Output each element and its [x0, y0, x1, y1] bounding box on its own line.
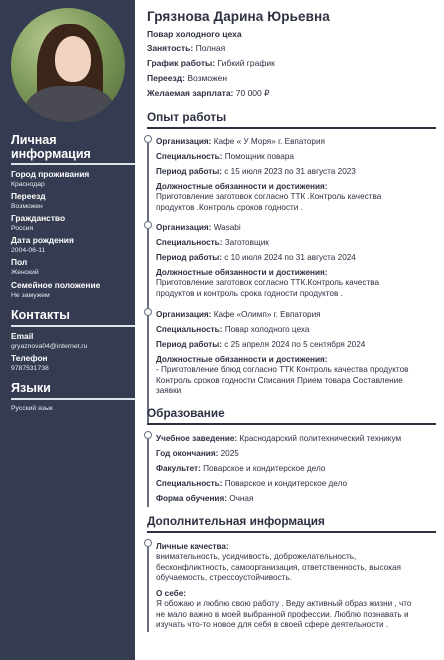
language-value: Русский язык [11, 405, 53, 412]
job-org-row: Организация: Wasabi [156, 223, 241, 232]
candidate-name: Грязнова Дарина Юрьевна [147, 9, 330, 24]
timeline-dot [144, 539, 152, 547]
timeline-dot [144, 221, 152, 229]
timeline-dot [144, 135, 152, 143]
profile-photo [11, 8, 125, 122]
languages-title: Языки [11, 381, 51, 395]
job-spec: Заготовщик [224, 238, 269, 247]
experience-title: Опыт работы [147, 110, 227, 124]
job-period: с 10 июля 2024 по 31 августа 2024 [224, 253, 356, 262]
job-duties: Должностные обязанности и достижения: Приготовление заготовок согласно ТТК .Контроль качества продуктов .Контроль сроков годности . [156, 182, 432, 213]
schedule-label: График работы: [147, 58, 216, 68]
divider [11, 325, 135, 327]
about-label: О себе: [156, 589, 186, 598]
email-label: Email [11, 331, 34, 341]
employment-label: Занятость: [147, 43, 194, 53]
about-me: О себе: Я обожаю и люблю свою работу . Веду активный образ жизни , что не мало важно в моей выбранной профессии. Люблю познавать и изучать что-то новое для себя в своей сфере деятельности . [156, 589, 432, 631]
additional-timeline [147, 540, 149, 632]
job-spec: Повар холодного цеха [224, 325, 310, 334]
edu-form: Очная [229, 494, 254, 503]
timeline-dot [144, 308, 152, 316]
job-spec: Помощник повара [224, 152, 294, 161]
employment-row [147, 43, 225, 53]
job-spec-row: Специальность: Помощник повара [156, 152, 294, 161]
job-spec-row: Специальность: Заготовщик [156, 238, 269, 247]
job-org: Кафе « У Моря» г. Евпатория [213, 137, 325, 146]
edu-year: 2025 [220, 449, 239, 458]
salary-value: 70 000 ₽ [235, 88, 270, 98]
schedule-row [147, 58, 275, 68]
family-value: Не замужем [11, 292, 50, 299]
birth-label: Дата рождения [11, 235, 74, 245]
city-label: Город проживания [11, 169, 90, 179]
job-org-row: Организация: Кафе «Олимп» г. Евпатория [156, 310, 321, 319]
job-spec-row: Специальность: Повар холодного цеха [156, 325, 310, 334]
sex-value: Женский [11, 269, 39, 276]
job-period: с 15 июля 2023 по 31 августа 2023 [224, 167, 356, 176]
edu-spec: Поварское и кондитерское дело [224, 479, 348, 488]
sex-label: Пол [11, 257, 28, 267]
experience-timeline [147, 136, 149, 424]
salary-label: Желаемая зарплата: [147, 88, 234, 98]
relocation-value: Возможен [187, 73, 228, 83]
edu-form-row: Форма обучения: Очная [156, 494, 254, 503]
move-label: Переезд [11, 191, 46, 201]
job-duties: Должностные обязанности и достижения: Приготовление заготовок согласно ТТК.Контроль качества продуктов и контроль срока годности продуктов . [156, 268, 432, 299]
job-period-row: Период работы: с 25 апреля 2024 по 5 сентября 2024 [156, 340, 366, 349]
job-period: с 25 апреля 2024 по 5 сентября 2024 [224, 340, 366, 349]
job-org: Wasabi [213, 223, 241, 232]
contacts-title: Контакты [11, 308, 70, 322]
section-divider [147, 423, 436, 425]
schedule-value: Гибкий график [217, 58, 275, 68]
city-value: Краснодар [11, 181, 45, 188]
divider [11, 398, 135, 400]
personal-info-title-2: информация [11, 147, 91, 161]
divider [11, 163, 135, 165]
job-duties-label: Должностные обязанности и достижения: [156, 268, 328, 277]
relocation-label: Переезд: [147, 73, 185, 83]
section-divider [147, 531, 436, 533]
edu-faculty: Поварское и кондитерское дело [203, 464, 326, 473]
job-duties-label: Должностные обязанности и достижения: [156, 182, 328, 191]
job-org-row: Организация: Кафе « У Моря» г. Евпатория [156, 137, 325, 146]
citizenship-label: Гражданство [11, 213, 66, 223]
section-divider [147, 127, 436, 129]
personal-qualities: Личные качества: внимательность, усидчивость, доброжелательность, бесконфликтность, самоорганизация, ответственность, высокая обучаемость, стрессоустойчивость. [156, 542, 432, 584]
birth-value: 2004-06-11 [11, 247, 46, 254]
salary-row [147, 88, 270, 99]
edu-school-row: Учебное заведение: Краснодарский политехнический техникум [156, 434, 402, 443]
timeline-dot [144, 431, 152, 439]
relocation-row [147, 73, 227, 83]
edu-faculty-row: Факультет: Поварское и кондитерское дело [156, 464, 326, 473]
job-org: Кафе «Олимп» г. Евпатория [213, 310, 321, 319]
phone-label: Телефон [11, 353, 48, 363]
citizenship-value: Россия [11, 225, 34, 232]
job-duties-label: Должностные обязанности и достижения: [156, 355, 328, 364]
position-title: Повар холодного цеха [147, 29, 242, 39]
job-duties: Должностные обязанности и достижения: - Приготовление блюд согласно ТТК Контроль качества продуктов Контроль сроков годности Списания Прием товара Составление заявки [156, 355, 432, 397]
edu-school: Краснодарский политехнический техникум [239, 434, 402, 443]
phone-value[interactable]: 9787531738 [11, 365, 49, 372]
education-title: Образование [147, 406, 225, 420]
job-period-row: Период работы: с 15 июля 2023 по 31 августа 2023 [156, 167, 356, 176]
email-value[interactable]: gryaznova04@internet.ru [11, 343, 88, 350]
edu-spec-row: Специальность: Поварское и кондитерское дело [156, 479, 348, 488]
family-label: Семейное положение [11, 280, 101, 290]
edu-year-row: Год окончания: 2025 [156, 449, 239, 458]
job-period-row: Период работы: с 10 июля 2024 по 31 августа 2024 [156, 253, 356, 262]
move-value: Возможен [11, 203, 43, 210]
education-timeline [147, 432, 149, 507]
qualities-label: Личные качества: [156, 542, 229, 551]
personal-info-title-1: Личная [11, 133, 57, 147]
employment-value: Полная [195, 43, 226, 53]
additional-title: Дополнительная информация [147, 514, 325, 528]
